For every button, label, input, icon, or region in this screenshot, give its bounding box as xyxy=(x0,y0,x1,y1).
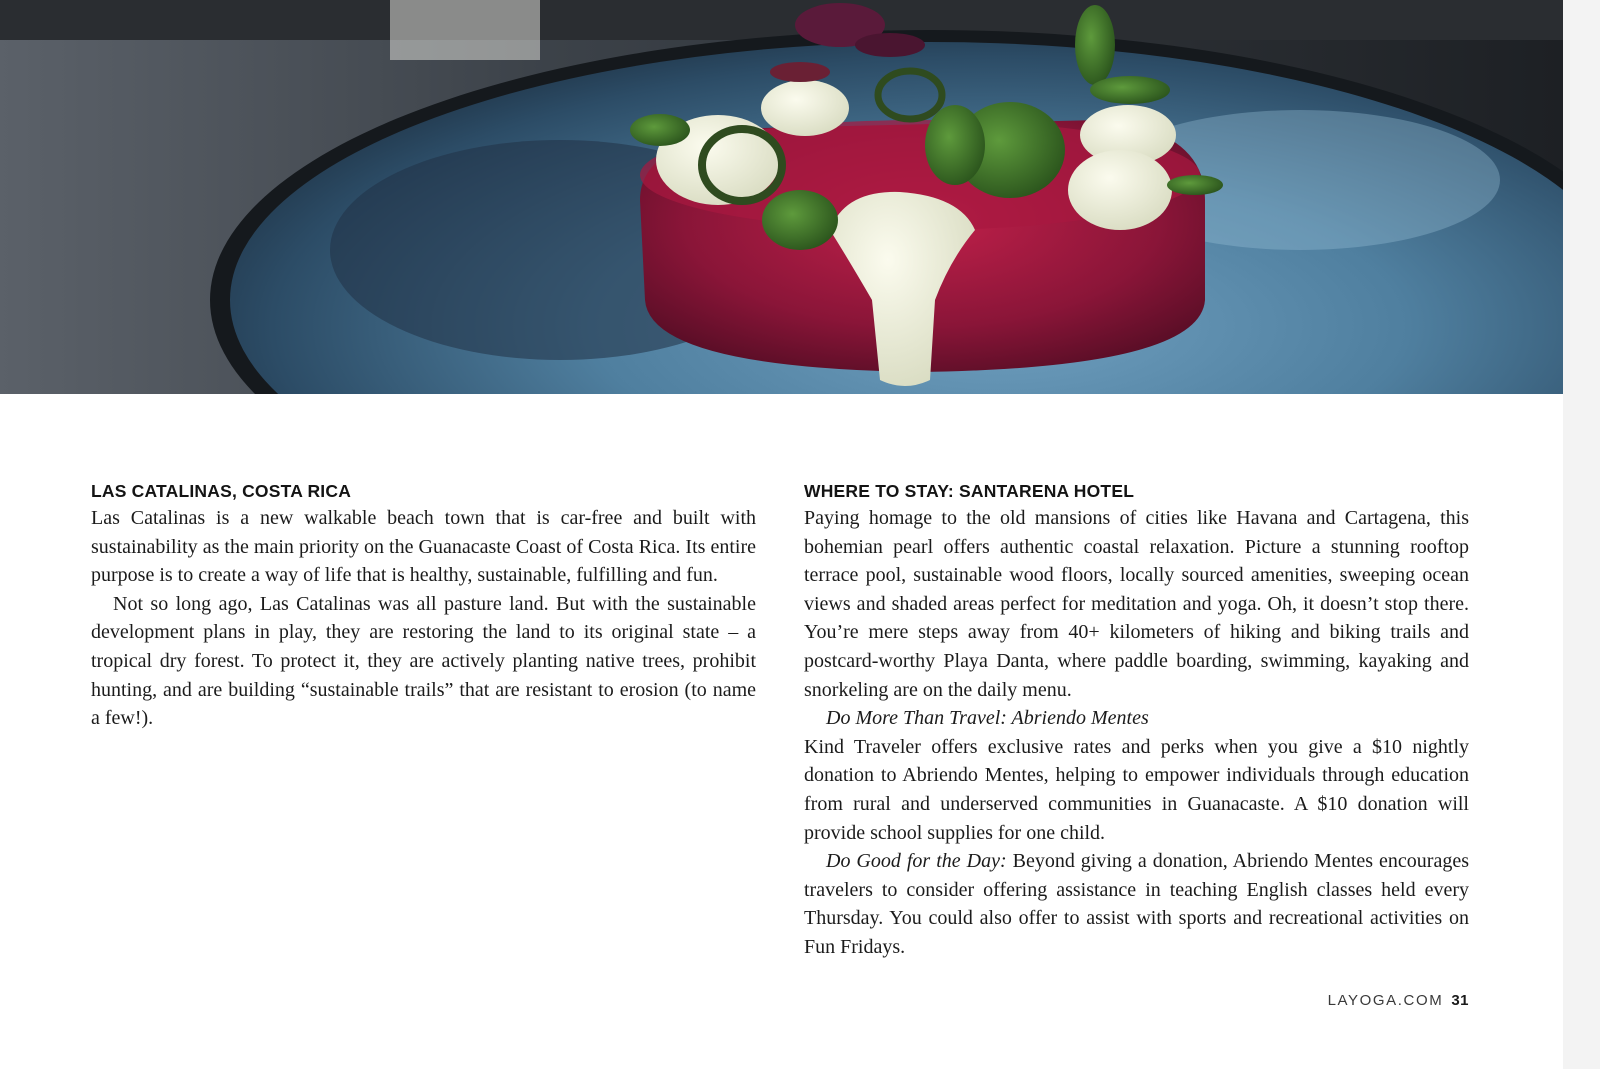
do-good-paragraph xyxy=(804,847,1469,961)
page-number: 31 xyxy=(1451,992,1469,1009)
donation-paragraph: Kind Traveler offers exclusive rates and perks when you give a $10 nightly donation to Abriendo Mentes, helping to empower individuals through education from rural and underserved communities in Guanacaste. A $10 donation will provide school supplies for one child. xyxy=(804,735,1469,844)
plated-dish-illustration xyxy=(0,0,1563,394)
page-footer xyxy=(1328,992,1469,1009)
hotel-description: Paying homage to the old mansions of cities like Havana and Cartagena, this bohemian pearl offers authentic coastal relaxation. Picture a stunning rooftop terrace pool, sustainable wood floors, locally sourced amenities, sweeping ocean views and shaded areas perfect for meditation and yoga. Oh, it doesn’t stop there. You’re mere steps away from 40+ kilometers of hiking and biking trails and postcard-worthy Playa Danta, where paddle boarding, swimming, kayaking and snorkeling are on the daily menu. xyxy=(804,507,1469,701)
do-good-text: Beyond giving a donation, Abriendo Mentes encourages travelers to consider offering assistance in teaching English classes held every Thursday. You could also offer to assist with sports and recreational activities on Fun Fridays. xyxy=(804,850,1469,958)
section-heading-las-catalinas: LAS CATALINAS, COSTA RICA xyxy=(91,481,352,501)
section-heading-santarena-hotel: WHERE TO STAY: SANTARENA HOTEL xyxy=(804,481,1135,501)
subheading-do-more-than-travel: Do More Than Travel: Abriendo Mentes xyxy=(826,707,1149,730)
body-paragraph: Las Catalinas is a new walkable beach town that is car-free and built with sustainability as the main priority on the Guanacaste Coast of Costa Rica. Its entire purpose is to create a way of life that is healthy, sustainable, fulfilling and fun. xyxy=(91,507,756,587)
left-column xyxy=(91,478,756,733)
page-edge xyxy=(1563,0,1600,1069)
footer-site-name: LAYOGA.COM xyxy=(1327,992,1444,1009)
food-photo xyxy=(0,0,1563,394)
body-paragraph: Not so long ago, Las Catalinas was all pasture land. But with the sustainable development plans in play, they are restoring the land to its original state – a tropical dry forest. To protect it, they are actively planting native trees, prohibit hunting, and are building “sustainable trails” that are resistant to erosion (to name a few!). xyxy=(91,592,756,730)
right-column xyxy=(804,478,1469,962)
do-good-label: Do Good for the Day: xyxy=(826,850,1007,873)
